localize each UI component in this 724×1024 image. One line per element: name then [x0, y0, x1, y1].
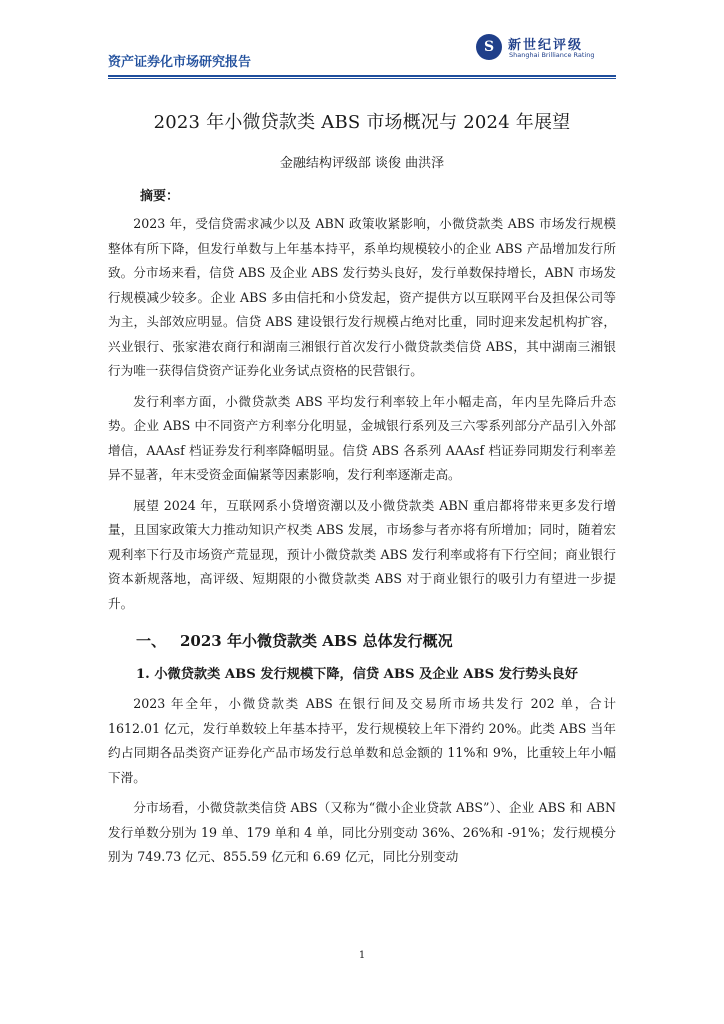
document-body: [108, 108, 616, 876]
body-paragraph: 2023 年全年，小微贷款类 ABS 在银行间及交易所市场共发行 202 单，合计 1612.01 亿元，发行单数较上年基本持平，发行规模较上年下滑约 20%。此类 ABS 当年约占同期各品类资产证券化产品市场发行总单数和总金额的 11%和 9%，比重较上年小幅下滑。: [108, 696, 616, 785]
page-number: 1: [358, 950, 366, 961]
abstract-paragraph: 2023 年，受信贷需求减少以及 ABN 政策收紧影响，小微贷款类 ABS 市场发行规模整体有所下降，但发行单数与上年基本持平，系单均规模较小的企业 ABS 产品增加发行所致。分市场来看，信贷 ABS 及企业 ABS 发行势头良好，发行单数保持增长，ABN 市场发行规模减少较多。企业 ABS 多由信托和小贷发起，资产提供方以互联网平台及担保公司等为主，头部效应明显。信贷 ABS 建设银行发行规模占绝对比重，同时迎来发起机构扩容，兴业银行、张家港农商行和湖南三湘银行首次发行小微贷款类信贷 ABS，其中湖南三湘银行为唯一获得信贷资产证券化业务试点资格的民营银行。: [108, 216, 616, 378]
logo-english-name: Shanghai Brilliance Rating: [509, 51, 595, 59]
body-paragraph: 分市场看，小微贷款类信贷 ABS（又称为“微小企业贷款 ABS”）、企业 ABS 和 ABN 发行单数分别为 19 单、179 单和 4 单，同比分别变动 36%、26%和 -91%；发行规模分别为 749.73 亿元、855.59 亿元和 6.69 亿元，同比分别变动: [108, 800, 616, 864]
abstract-label: 摘要：: [140, 189, 180, 204]
page-header: [108, 30, 616, 74]
authors-line: 金融结构评级部 谈俊 曲洪泽: [279, 156, 445, 171]
abstract-paragraph: 展望 2024 年，互联网系小贷增资潮以及小微贷款类 ABN 重启都将带来更多发行增量，且国家政策大力推动知识产权类 ABS 发展，市场参与者亦将有所增加；同时，随着宏观利率下行及市场资产荒显现，预计小微贷款类 ABS 发行利率或将有下行空间；商业银行资本新规落地，高评级、短期限的小微贷款类 ABS 对于商业银行的吸引力有望进一步提升。: [108, 497, 616, 611]
header-divider-thin: [108, 78, 616, 79]
report-series-title: 资产证券化市场研究报告: [108, 55, 252, 70]
abstract-paragraph: 发行利率方面，小微贷款类 ABS 平均发行利率较上年小幅走高，年内呈先降后升态势。企业 ABS 中不同资产方利率分化明显，金城银行系列及三六零系列部分产品引入外部增信，AAAsf 档证券发行利率降幅明显。信贷 ABS 各系列 AAAsf 档证券同期发行利率差异不显著，年末受资金面偏紧等因素影响，发行利率逐渐走高。: [108, 393, 616, 482]
section-number: 一、: [136, 632, 167, 650]
company-logo: [476, 34, 616, 64]
logo-chinese-name: 新世纪评级: [508, 38, 584, 53]
document-title: 2023 年小微贷款类 ABS 市场概况与 2024 年展望: [153, 112, 571, 133]
logo-emblem-icon: S: [476, 34, 502, 60]
header-divider: [108, 75, 616, 77]
section-title: 2023 年小微贷款类 ABS 总体发行概况: [180, 632, 453, 650]
section-heading: [136, 630, 616, 651]
subsection-heading: 1. 小微贷款类 ABS 发行规模下降，信贷 ABS 及企业 ABS 发行势头良好: [136, 667, 578, 682]
